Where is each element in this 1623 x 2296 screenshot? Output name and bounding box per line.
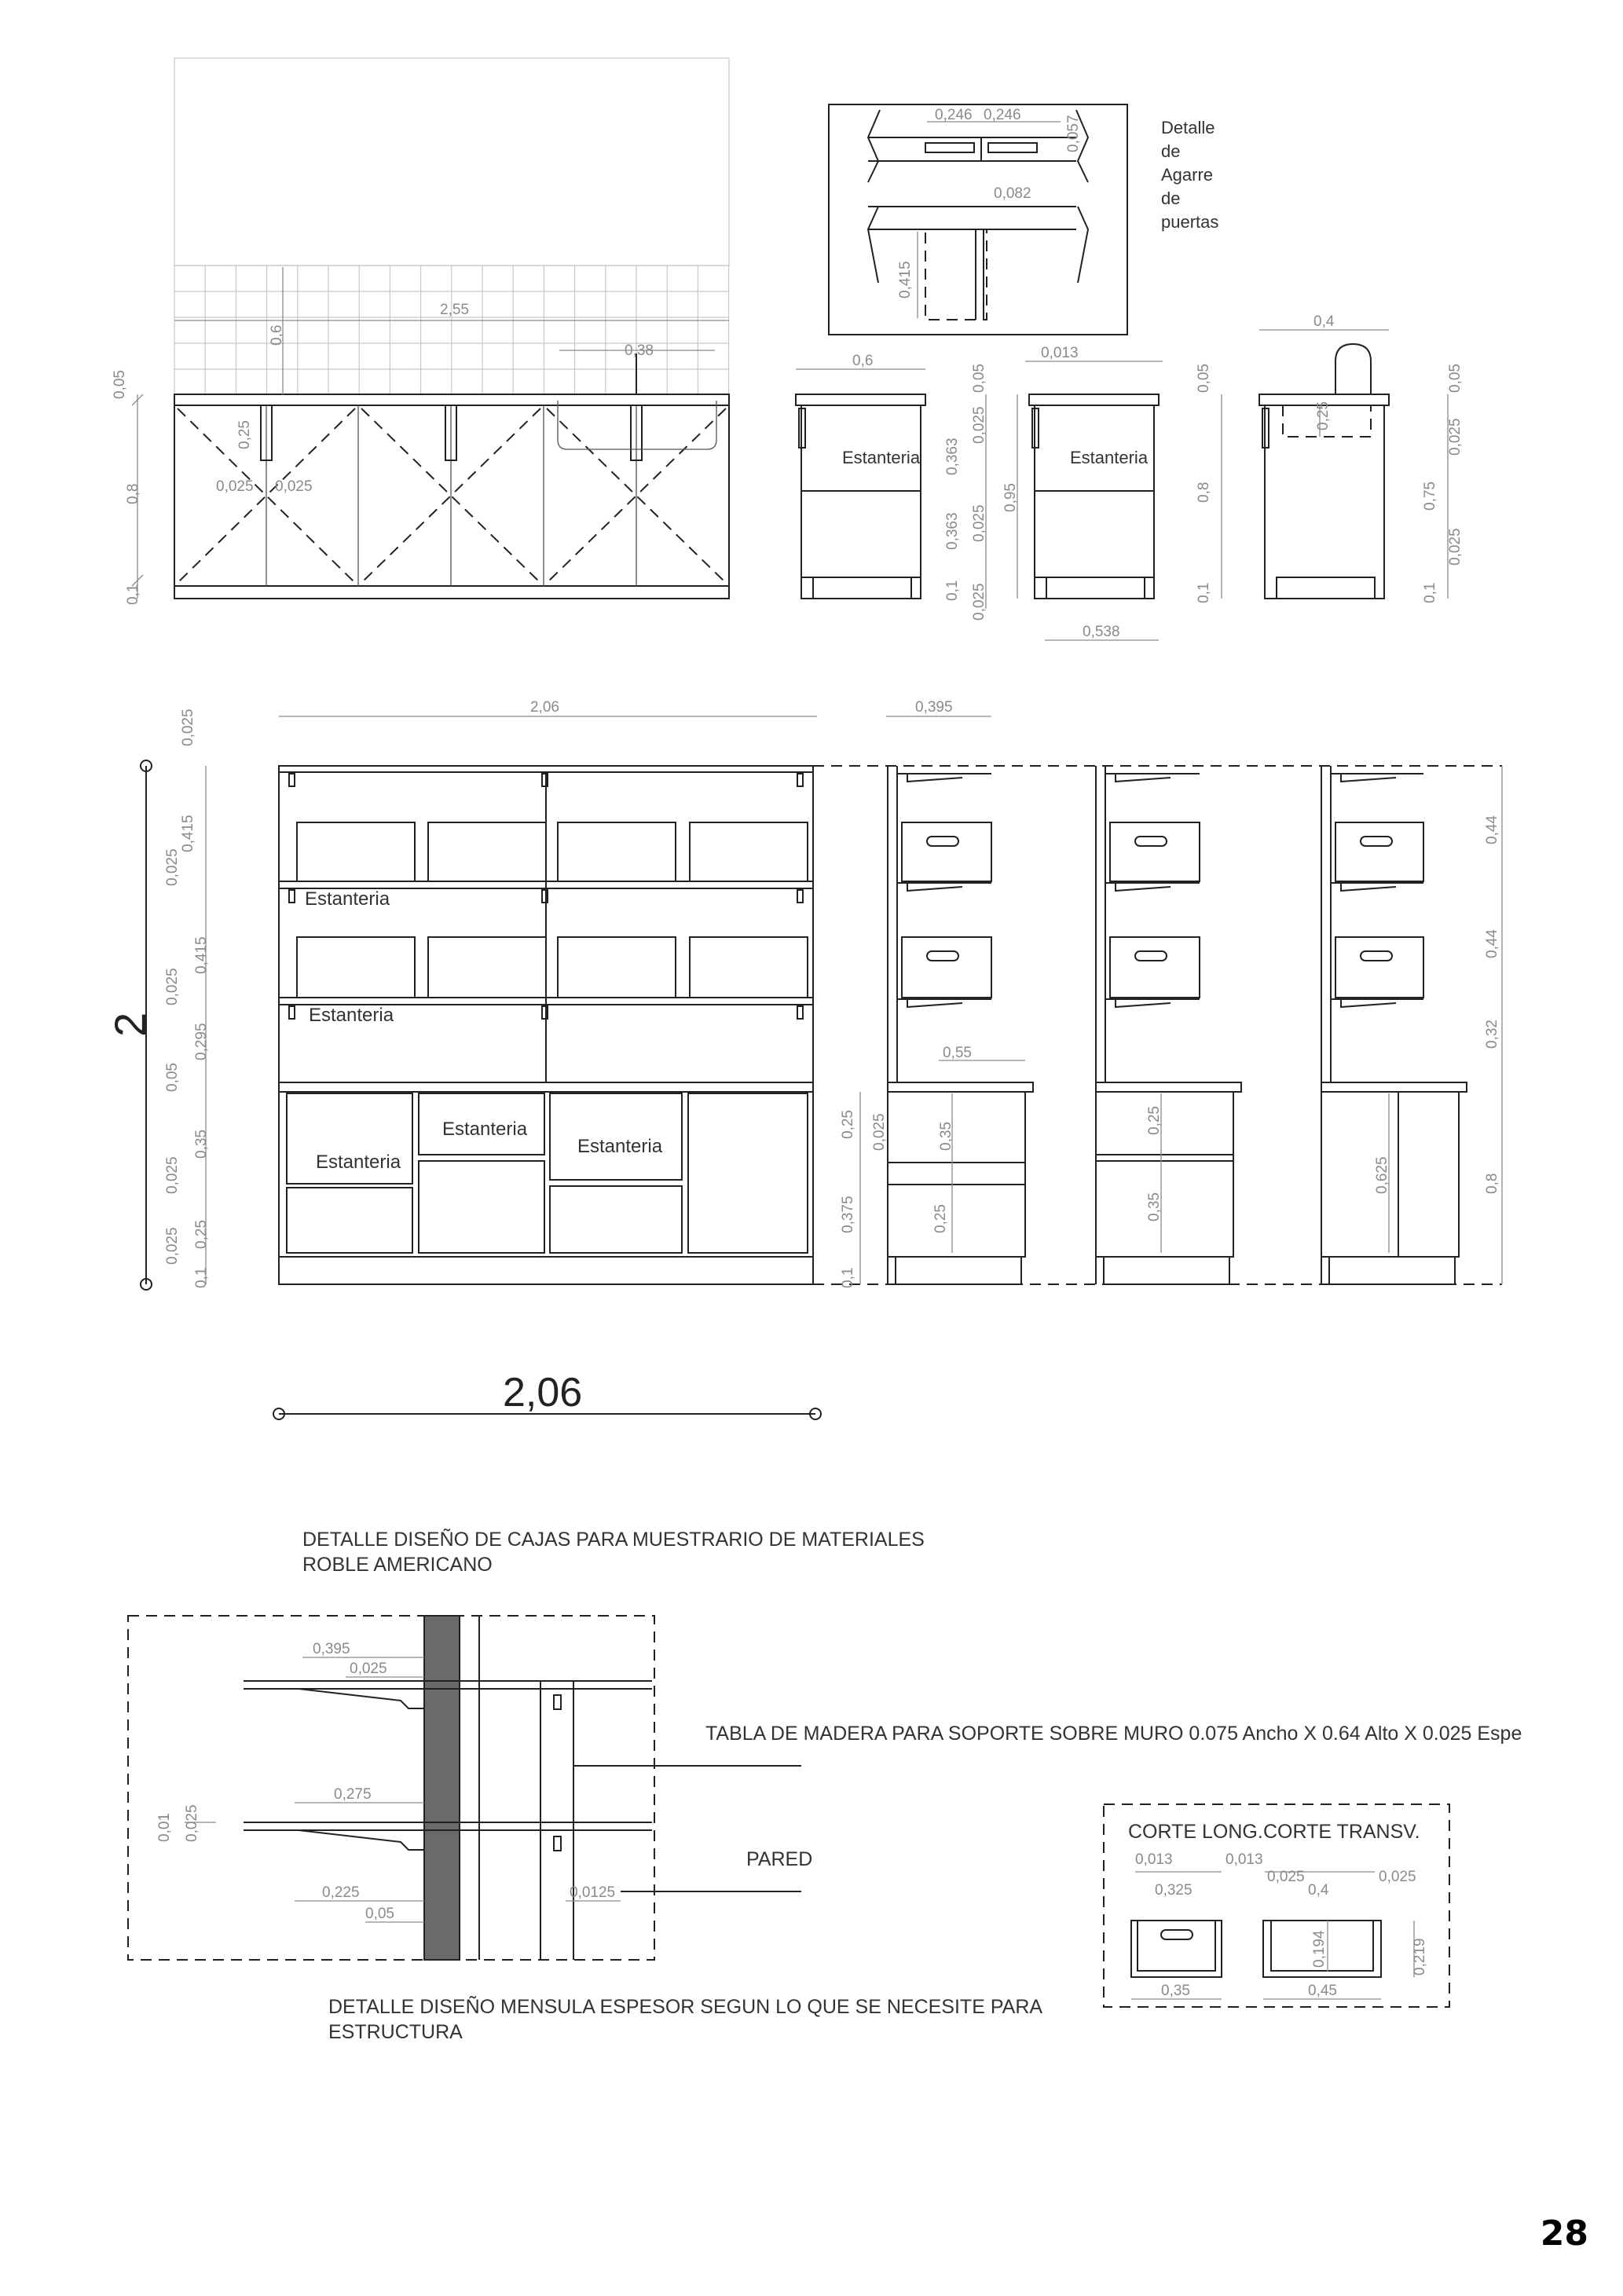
sink-side-d5: 0,1 — [1422, 582, 1438, 603]
tile-grid — [174, 265, 729, 394]
side1-d2: 0,025 — [971, 406, 987, 444]
right-dim-1: 0,44 — [1484, 815, 1500, 844]
tile-height-dim: 0,6 — [269, 324, 285, 346]
side1-d6: 0,1 — [944, 580, 961, 601]
center-dim-1: 0,25 — [840, 1110, 856, 1139]
sink-side-width-dim: 0,4 — [1313, 313, 1335, 330]
left-dim-label: 0,05 — [164, 1063, 181, 1092]
box-title-line-2: ROBLE AMERICANO — [302, 1554, 493, 1576]
sink-side-d3: 0,75 — [1422, 482, 1438, 511]
shelf-label-3: Estanteria — [442, 1119, 528, 1140]
counter-height-dim: 0,05 — [112, 370, 128, 399]
bracket-note-line-2: ESTRUCTURA — [328, 2021, 463, 2043]
center-dim-2: 0,025 — [871, 1113, 888, 1151]
section-trans-title: CORTE TRANSV. — [1263, 1821, 1420, 1843]
grip-title-line-5: puertas — [1161, 212, 1219, 232]
bracket-dim-3: 0,275 — [334, 1786, 372, 1803]
grip-dim-b: 0,246 — [984, 107, 1021, 123]
door-grip-detail — [829, 104, 1218, 335]
left-dimension-column — [164, 709, 210, 1288]
grip-dim-a: 0,246 — [935, 107, 973, 123]
section-dim-8: 0,219 — [1412, 1938, 1428, 1976]
cabinet-depth-dim: 0,55 — [943, 1045, 972, 1061]
bracket-dim-1: 0,395 — [313, 1641, 350, 1657]
left-dim-label: 0,025 — [164, 1156, 181, 1194]
kitchen-elevation — [112, 58, 729, 605]
side-b-dim-2: 0,35 — [1146, 1192, 1163, 1221]
section-width-2: 0,45 — [1308, 1983, 1337, 1999]
right-dim-2: 0,44 — [1484, 929, 1500, 958]
bracket-dim-5: 0,025 — [184, 1804, 200, 1842]
bracket-dim-6: 0,225 — [322, 1884, 360, 1901]
side2-bottom-dim: 0,538 — [1083, 624, 1120, 640]
side-b-dim-1: 0,25 — [1146, 1106, 1163, 1135]
shelf-label-4: Estanteria — [577, 1136, 663, 1157]
right-dim-4: 0,8 — [1484, 1173, 1500, 1194]
grip-dim-d: 0,082 — [994, 185, 1031, 202]
bottom-width-marker: 2,06 — [503, 1370, 583, 1415]
kitchen-width-dim: 2,55 — [440, 302, 469, 318]
side-c-dim-1: 0,625 — [1374, 1156, 1390, 1194]
right-dim-3: 0,32 — [1484, 1020, 1500, 1049]
side2-body-dim: 0,8 — [1196, 482, 1212, 503]
door-gap-b-dim: 0,025 — [275, 478, 313, 495]
left-dim-label: 0,295 — [193, 1023, 210, 1060]
base-height-dim: 0,1 — [125, 584, 141, 605]
side-section-c — [1321, 766, 1467, 1284]
section-dim-5: 0,4 — [1308, 1882, 1329, 1899]
side2-base-dim: 0,1 — [1196, 582, 1212, 603]
box-title-line-1: DETALLE DISEÑO DE CAJAS PARA MUESTRARIO DE MATERIALES — [302, 1529, 925, 1551]
shelving-front-elevation — [105, 699, 1502, 1419]
side-section-b — [1096, 766, 1241, 1284]
bracket-note-line-1: DETALLE DISEÑO MENSULA ESPESOR SEGUN LO QUE SE NECESITE PARA — [328, 1996, 1043, 2018]
side1-d1: 0,05 — [971, 364, 987, 393]
grip-title-line-2: de — [1161, 141, 1181, 161]
shelving-width-dim: 2,06 — [530, 699, 559, 716]
section-long-title: CORTE LONG. — [1128, 1821, 1263, 1843]
side1-d5: 0,363 — [944, 512, 961, 550]
left-dim-label: 0,025 — [180, 709, 196, 746]
left-dim-label: 0,025 — [164, 968, 181, 1005]
side1-d7: 0,025 — [971, 583, 987, 621]
side2-counter-dim: 0,05 — [1196, 364, 1212, 393]
door-handle-dim: 0,25 — [236, 420, 253, 449]
board-support-note: TABLA DE MADERA PARA SOPORTE SOBRE MURO 0.075 Ancho X 0.64 Alto X 0.025 Espe — [705, 1723, 1522, 1745]
side1-width-dim: 0,6 — [852, 353, 874, 369]
shelf-depth-dim: 0,395 — [915, 699, 953, 716]
left-dim-label: 0,415 — [180, 815, 196, 852]
grip-title-line-3: Agarre — [1161, 165, 1214, 185]
section-dim-2: 0,325 — [1155, 1882, 1193, 1899]
bracket-dim-2: 0,025 — [350, 1661, 387, 1677]
grip-dim-e: 0,415 — [897, 261, 914, 298]
sink-side-d1: 0,05 — [1447, 364, 1464, 393]
side-elevation-2 — [1002, 345, 1222, 640]
section-dim-3: 0,013 — [1225, 1851, 1263, 1868]
section-dim-7: 0,194 — [1311, 1930, 1328, 1968]
wall-note: PARED — [746, 1848, 813, 1870]
sink-side-d2: 0,025 — [1447, 418, 1464, 456]
bracket-dim-4: 0,01 — [156, 1813, 173, 1842]
shelf-label-2: Estanteria — [309, 1005, 394, 1026]
sink-width-dim: 0,38 — [625, 342, 654, 359]
grip-dim-c: 0,057 — [1065, 115, 1082, 152]
left-dim-label: 0,35 — [193, 1130, 210, 1159]
shelf-label-5: Estanteria — [316, 1152, 401, 1173]
left-dim-label: 0,25 — [193, 1220, 210, 1249]
center-dim-4: 0,1 — [840, 1267, 856, 1288]
grip-title-line-4: de — [1161, 189, 1181, 208]
box-sections-detail — [1104, 1804, 1449, 2007]
grip-title-line-1: Detalle — [1161, 118, 1215, 137]
bracket-dim-8: 0,0125 — [570, 1884, 616, 1901]
side-section-a — [888, 766, 1033, 1284]
bracket-dim-7: 0,05 — [365, 1906, 394, 1922]
left-dim-label: 0,415 — [193, 936, 210, 974]
side1-label: Estanteria — [842, 448, 921, 467]
section-dim-6: 0,025 — [1379, 1869, 1416, 1885]
side-elevation-1 — [796, 353, 987, 621]
height-marker: 2 — [105, 1012, 155, 1037]
door-gap-a-dim: 0,025 — [216, 478, 254, 495]
shelf-label-1: Estanteria — [305, 888, 390, 910]
page-number: 28 — [1540, 2214, 1588, 2254]
sink-side-depth-dim: 0,25 — [1315, 401, 1332, 430]
sink-side-elevation — [1259, 313, 1464, 603]
left-dim-label: 0,025 — [164, 1227, 181, 1265]
section-dim-4: 0,025 — [1267, 1869, 1305, 1885]
side-a-dim-2: 0,25 — [932, 1204, 949, 1233]
side1-d4: 0,025 — [971, 504, 987, 542]
side1-d3: 0,363 — [944, 438, 961, 475]
sink-side-d4: 0,025 — [1447, 528, 1464, 566]
section-dim-1: 0,013 — [1135, 1851, 1173, 1868]
left-dim-label: 0,1 — [193, 1267, 210, 1288]
side2-total-dim: 0,95 — [1002, 483, 1019, 512]
side2-label: Estanteria — [1070, 448, 1149, 467]
center-dim-3: 0,375 — [840, 1196, 856, 1233]
body-height-dim: 0,8 — [125, 483, 141, 504]
side-a-dim-1: 0,35 — [938, 1122, 954, 1151]
left-dim-label: 0,025 — [164, 848, 181, 886]
side2-top-dim: 0,013 — [1041, 345, 1079, 361]
section-width-1: 0,35 — [1161, 1983, 1190, 1999]
